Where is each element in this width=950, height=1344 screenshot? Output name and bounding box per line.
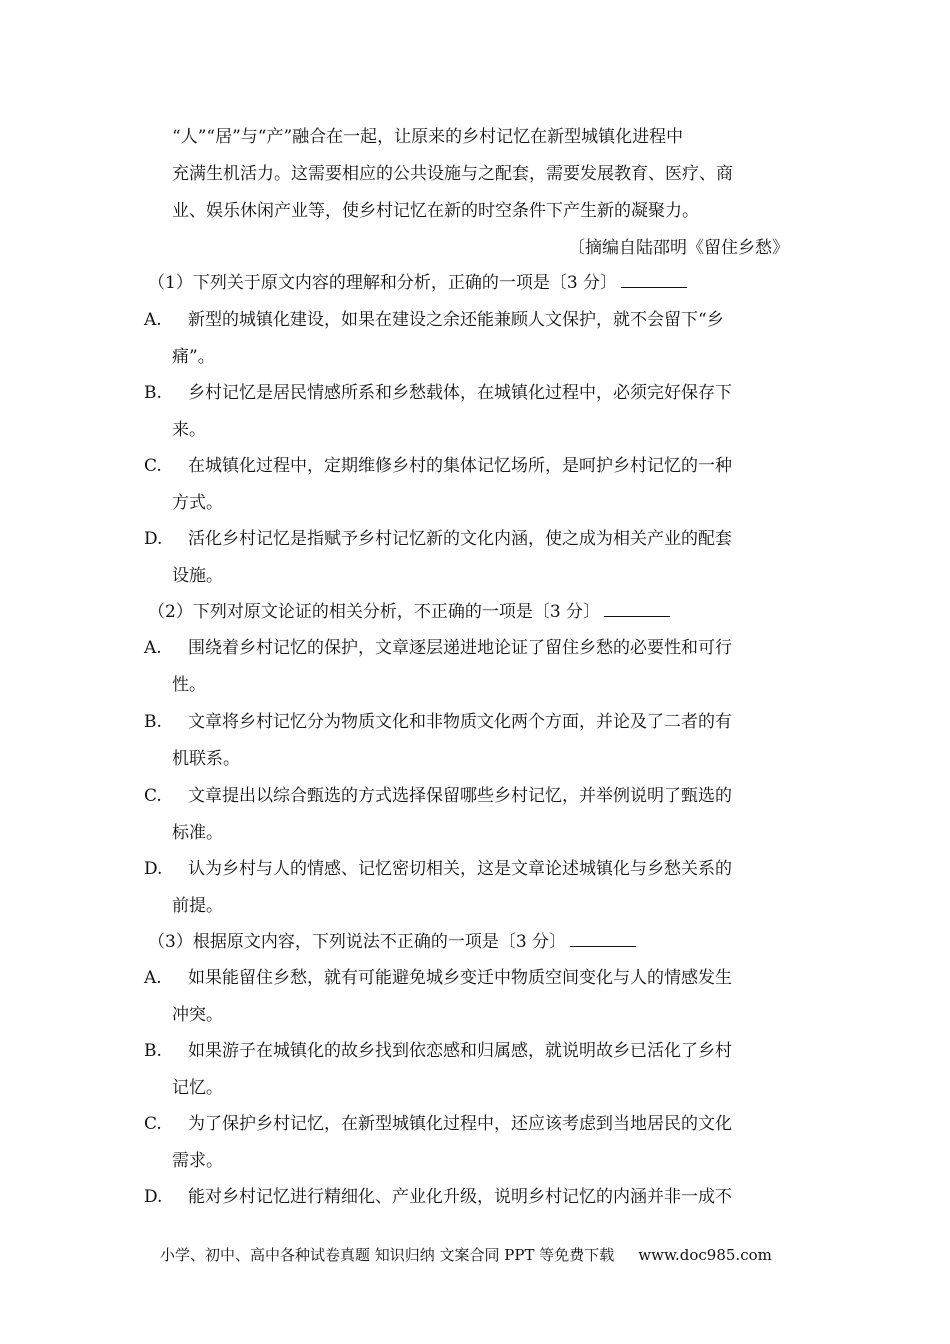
option-text-cont: 标准。 [172,823,223,843]
question-stem [148,930,636,954]
option-text-cont: 冲突。 [172,1005,223,1025]
page-footer [160,1244,772,1266]
answer-blank[interactable] [604,600,670,617]
option-letter: C. [144,1114,162,1134]
option-text-cont: 方式。 [172,493,223,513]
option-text-cont: 性。 [172,675,206,695]
option-text: 如果游子在城镇化的故乡找到依恋感和归属感，就说明故乡已活化了乡村 [188,1041,732,1061]
option-letter: C. [144,456,162,476]
option-letter: D. [144,529,163,549]
question-stem-text: （1）下列关于原文内容的理解和分析，正确的一项是〔3 分〕 [148,273,618,293]
option-letter: A. [144,638,162,658]
option-letter: C. [144,786,162,806]
footer-text: 小学、初中、高中各种试卷真题 知识归纳 文案合同 PPT 等免费下载 [160,1246,615,1264]
option-text: 围绕着乡村记忆的保护，文章逐层递进地论证了留住乡愁的必要性和可行 [188,638,732,658]
passage-line: 充满生机活力。这需要相应的公共设施与之配套，需要发展教育、医疗、商 [172,164,733,184]
option-letter: A. [144,310,162,330]
answer-blank[interactable] [570,930,636,947]
passage-line: 业、娱乐休闲产业等，使乡村记忆在新的时空条件下产生新的凝聚力。 [172,201,699,221]
option-text-cont: 需求。 [172,1151,223,1171]
option-letter: B. [144,1041,162,1061]
option-text: 活化乡村记忆是指赋予乡村记忆新的文化内涵，使之成为相关产业的配套 [188,529,732,549]
option-text-cont: 设施。 [172,566,223,586]
option-text: 如果能留住乡愁，就有可能避免城乡变迁中物质空间变化与人的情感发生 [188,968,732,988]
option-letter: D. [144,859,163,879]
option-text: 为了保护乡村记忆，在新型城镇化过程中，还应该考虑到当地居民的文化 [188,1114,732,1134]
option-text-cont: 来。 [172,420,206,440]
passage-line: “人”“居”与“产”融合在一起，让原来的乡村记忆在新型城镇化进程中 [172,127,684,147]
option-text: 能对乡村记忆进行精细化、产业化升级，说明乡村记忆的内涵并非一成不 [188,1187,732,1207]
question-stem [148,600,670,624]
option-text-cont: 记忆。 [172,1078,223,1098]
option-letter: B. [144,712,162,732]
option-text: 认为乡村与人的情感、记忆密切相关，这是文章论述城镇化与乡愁关系的 [188,859,732,879]
option-text: 在城镇化过程中，定期维修乡村的集体记忆场所，是呵护乡村记忆的一种 [188,456,732,476]
answer-blank[interactable] [621,271,687,288]
option-text: 文章提出以综合甄选的方式选择保留哪些乡村记忆，并举例说明了甄选的 [188,786,732,806]
option-text: 文章将乡村记忆分为物质文化和非物质文化两个方面，并论及了二者的有 [188,712,732,732]
option-letter: B. [144,383,162,403]
footer-link[interactable]: www.doc985.com [638,1246,772,1264]
question-stem-text: （2）下列对原文论证的相关分析，不正确的一项是〔3 分〕 [148,602,601,622]
question-stem-text: （3）根据原文内容，下列说法不正确的一项是〔3 分〕 [148,932,567,952]
passage-source: 〔摘编自陆邵明《留住乡愁》 [568,238,789,258]
question-stem [148,271,687,295]
option-text-cont: 机联系。 [172,749,240,769]
option-text-cont: 痛”。 [172,347,215,367]
option-text: 乡村记忆是居民情感所系和乡愁载体，在城镇化过程中，必须完好保存下 [188,383,732,403]
option-letter: A. [144,968,162,988]
option-text: 新型的城镇化建设，如果在建设之余还能兼顾人文保护，就不会留下“乡 [188,310,724,330]
option-text-cont: 前提。 [172,896,223,916]
option-letter: D. [144,1187,163,1207]
